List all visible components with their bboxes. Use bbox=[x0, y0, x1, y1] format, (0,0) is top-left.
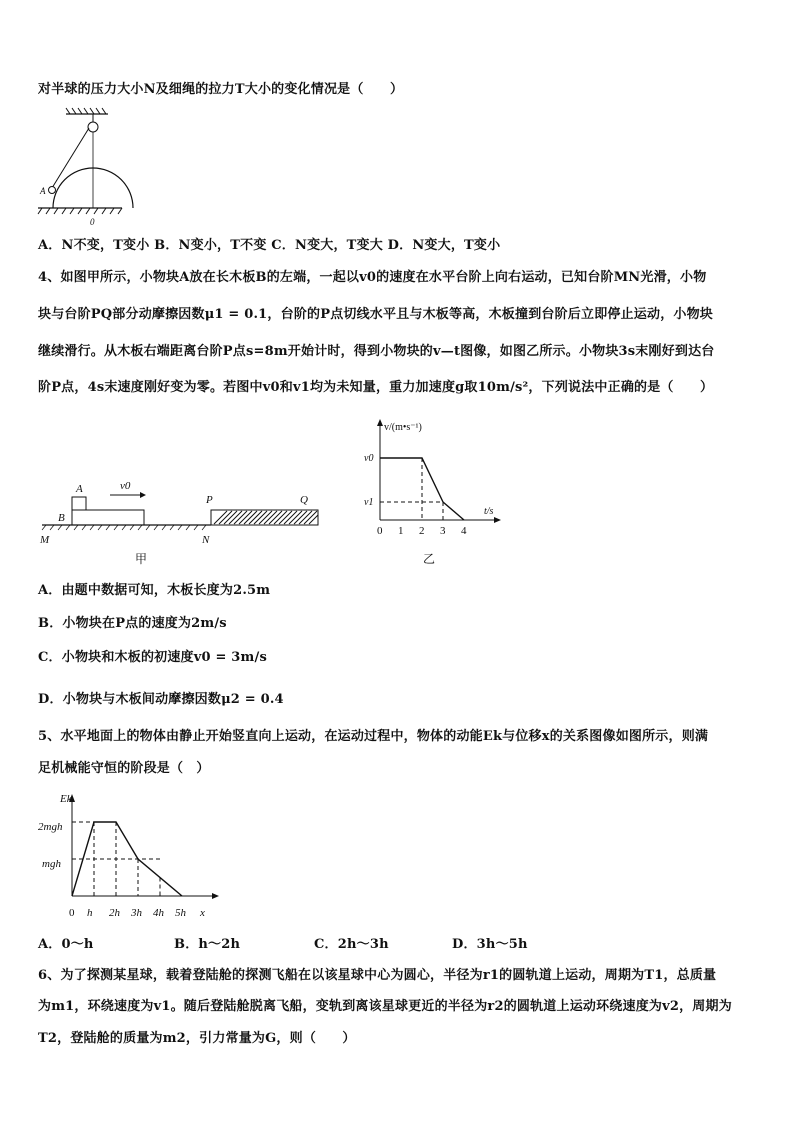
q3-figure bbox=[36, 108, 126, 228]
q5-option-b: B．h～2h bbox=[174, 937, 241, 952]
q5-option-a: A．0～h bbox=[38, 937, 94, 952]
board-b bbox=[72, 510, 144, 525]
rope-line bbox=[52, 128, 89, 188]
vt-ylabel: v/(m•s⁻¹) bbox=[384, 422, 422, 433]
label-o: 0 bbox=[90, 217, 95, 227]
ek-xtick-label: 0 bbox=[69, 907, 75, 919]
label-B: B bbox=[58, 512, 65, 524]
ek-x-arrow-icon bbox=[212, 893, 219, 899]
q4-option-d: D．小物块与木板间动摩擦因数μ2 = 0.4 bbox=[38, 692, 284, 707]
y-arrow-icon bbox=[377, 419, 383, 426]
vt-xlabel: t/s bbox=[484, 506, 494, 517]
caption-jia: 甲 bbox=[135, 552, 148, 566]
q4-vt-chart bbox=[358, 418, 518, 568]
q5-option-d: D．3h～5h bbox=[452, 937, 528, 952]
q4-option-b: B．小物块在P点的速度为2m/s bbox=[38, 616, 227, 631]
vt-xtick-label: 0 bbox=[377, 525, 383, 537]
pulley-icon bbox=[88, 122, 98, 132]
label-N: N bbox=[202, 534, 210, 546]
q3-stem: 对半球的压力大小N及细绳的拉力T大小的变化情况是（ ） bbox=[38, 82, 404, 97]
vt-xtick-label: 2 bbox=[419, 525, 425, 537]
ek-xtick-label: 5h bbox=[175, 907, 186, 919]
arrow-head-icon bbox=[140, 492, 146, 498]
q4-option-a: A．由题中数据可知，木板长度为2.5m bbox=[38, 583, 271, 598]
ek-xtick-label: 4h bbox=[153, 907, 164, 919]
step-pq bbox=[211, 510, 318, 525]
ek-xtick-label: h bbox=[87, 907, 93, 919]
label-A: A bbox=[76, 483, 83, 495]
label-v0: v0 bbox=[120, 480, 131, 492]
q4-option-c: C．小物块和木板的初速度v0 = 3m/s bbox=[38, 650, 267, 665]
vt-v1-label: v1 bbox=[364, 497, 374, 508]
q4-line2: 块与台阶PQ部分动摩擦因数μ1 = 0.1，台阶的P点切线水平且与木板等高，木板撞到台阶后立即停止运动，小物块 bbox=[38, 307, 713, 322]
ball-icon bbox=[49, 187, 56, 194]
q6-line1: 6、为了探测某星球，载着登陆舱的探测飞船在以该星球中心为圆心，半径为r1的圆轨道上运动，周期为T1，总质量 bbox=[38, 968, 717, 983]
vt-v0-label: v0 bbox=[364, 453, 374, 464]
q4-line1: 4、如图甲所示，小物块A放在长木板B的左端，一起以v0的速度在水平台阶上向右运动，已知台阶MN光滑，小物 bbox=[38, 270, 707, 285]
ek-y2-label: 2mgh bbox=[38, 821, 63, 833]
q4-line3: 继续滑行。从木板右端距离台阶P点s=8m开始计时，得到小物块的v—t图像，如图乙所示。小物块3s末刚好到达台 bbox=[38, 344, 715, 359]
ek-ylabel: Ek bbox=[60, 793, 72, 805]
q4-figure-jia bbox=[38, 475, 328, 570]
vt-xtick-label: 1 bbox=[398, 525, 404, 537]
label-P: P bbox=[206, 494, 213, 506]
q5-ek-chart bbox=[36, 788, 226, 923]
vt-xtick-label: 4 bbox=[461, 525, 467, 537]
ek-xtick-label: 2h bbox=[109, 907, 120, 919]
vt-xtick-label: 3 bbox=[440, 525, 446, 537]
ek-y1-label: mgh bbox=[42, 858, 61, 870]
q5-line2: 足机械能守恒的阶段是（ ） bbox=[38, 761, 210, 776]
block-a bbox=[72, 497, 86, 510]
label-M: M bbox=[40, 534, 50, 546]
ek-xlabel: x bbox=[200, 907, 205, 919]
q6-line3: T2，登陆舱的质量为m2，引力常量为G，则（ ） bbox=[38, 1031, 356, 1046]
caption-yi: 乙 bbox=[423, 552, 436, 566]
q3-options: A．N不变，T变小 B．N变小，T不变 C．N变大，T变大 D．N变大，T变小 bbox=[38, 238, 501, 253]
q5-option-c: C．2h～3h bbox=[314, 937, 389, 952]
ek-xtick-label: 3h bbox=[131, 907, 142, 919]
q4-line4: 阶P点，4s末速度刚好变为零。若图中v0和v1均为未知量，重力加速度g取10m/s²，下列说法中正确的是（ ） bbox=[38, 380, 714, 395]
q5-line1: 5、水平地面上的物体由静止开始竖直向上运动，在运动过程中，物体的动能Ek与位移x的关系图像如图所示，则满 bbox=[38, 729, 709, 744]
q6-line2: 为m1，环绕速度为v1。随后登陆舱脱离飞船，变轨到离该星球更近的半径为r2的圆轨道上运动环绕速度为v2，周期为 bbox=[38, 999, 732, 1014]
x-arrow-icon bbox=[494, 517, 501, 523]
label-a: A bbox=[40, 186, 46, 196]
label-Q: Q bbox=[300, 494, 308, 506]
